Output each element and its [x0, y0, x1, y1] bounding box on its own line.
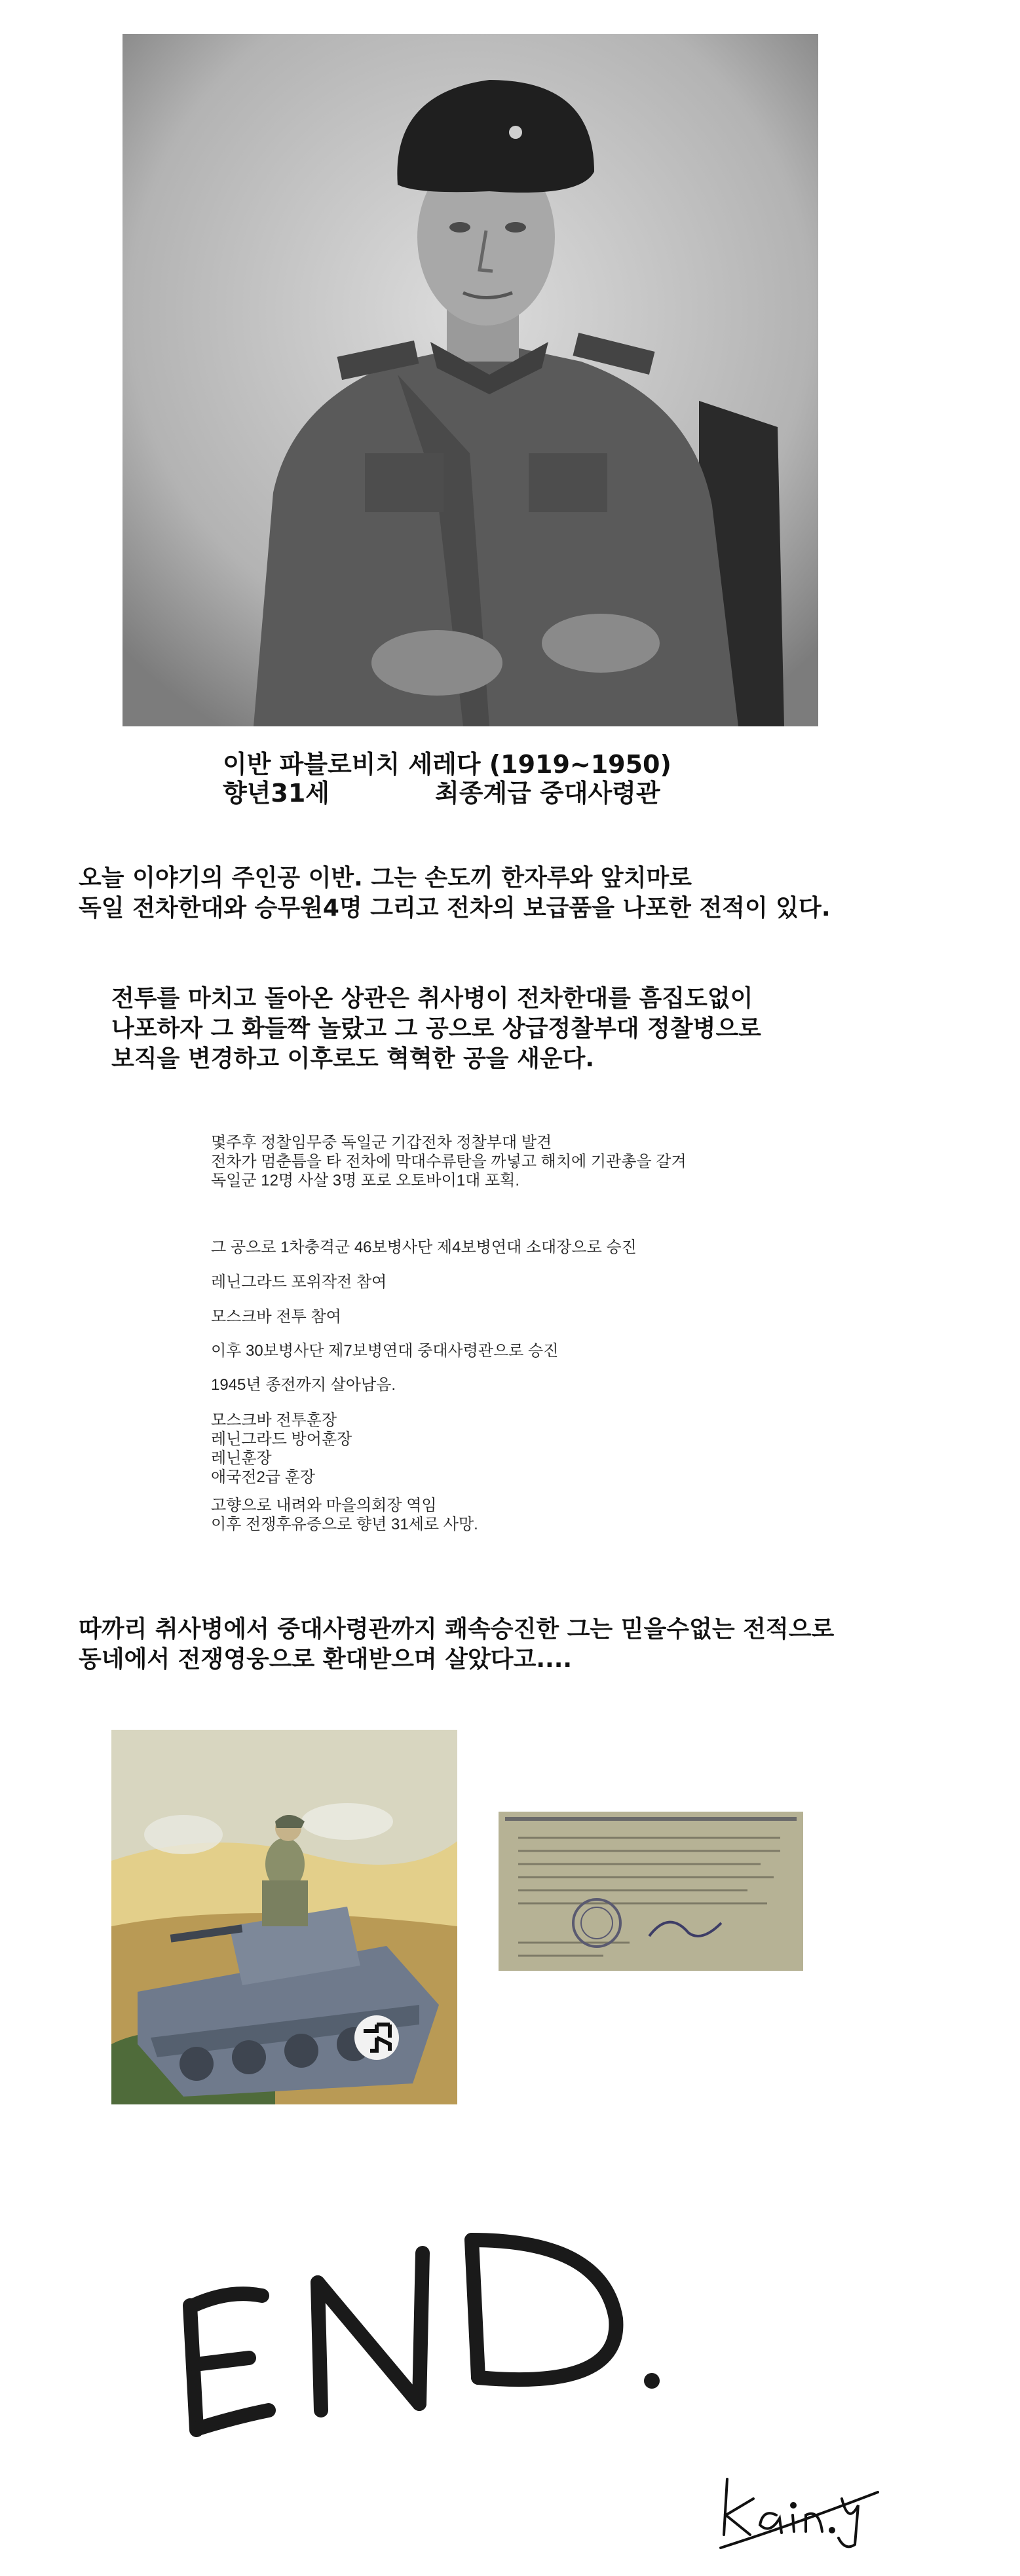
details-moscow: 모스크바 전투 참여 [211, 1308, 341, 1326]
story-line: 나포하자 그 화들짝 놀랐고 그 공으로 상급정찰부대 정찰병으로 [111, 1015, 761, 1042]
details-line: 이후 전쟁후유증으로 향년 31세로 사망. [211, 1516, 478, 1533]
intro-paragraph [79, 863, 831, 924]
conclusion-line: 동네에서 전쟁영웅으로 환대받으며 살았다고.... [79, 1646, 573, 1673]
details-promotion-1: 그 공으로 1차충격군 46보병사단 제4보병연대 소대장으로 승진 [211, 1239, 637, 1256]
details-block-scouting [211, 1133, 687, 1190]
details-survival: 1945년 종전까지 살아남음. [211, 1376, 396, 1394]
intro-line: 독일 전차한대와 승무원4명 그리고 전차의 보급품을 나포한 전적이 있다. [79, 895, 831, 922]
caption-age: 향년31세 [223, 779, 330, 808]
details-promotion-2: 이후 30보병사단 제7보병연대 중대사령관으로 승진 [211, 1342, 559, 1360]
story-paragraph [111, 984, 761, 1074]
details-leningrad: 레닌그라드 포위작전 참여 [211, 1273, 387, 1291]
portrait-photo [123, 34, 818, 726]
award-document-photo [499, 1812, 803, 1971]
tank-illustration [111, 1730, 457, 2104]
medal-item: 애국전2급 훈장 [211, 1468, 316, 1486]
intro-line: 오늘 이야기의 주인공 이반. 그는 손도끼 한자루와 앞치마로 [79, 865, 692, 891]
caption-final-rank: 최종계급 중대사령관 [435, 779, 660, 808]
medal-item: 모스크바 전투훈장 [211, 1411, 337, 1429]
conclusion-line: 따까리 취사병에서 중대사령관까지 쾌속승진한 그는 믿을수없는 전적으로 [79, 1616, 835, 1643]
details-line: 몇주후 정찰임무중 독일군 기갑전차 정찰부대 발견 [211, 1134, 552, 1151]
caption-name-years: 이반 파블로비치 세레다 (1919~1950) [223, 750, 671, 779]
details-ending [211, 1496, 478, 1534]
details-line: 전차가 멈춘틈을 타 전차에 막대수류탄을 까넣고 해치에 기관총을 갈겨 [211, 1153, 687, 1170]
story-line: 전투를 마치고 돌아온 상관은 취사병이 전차한대를 흠집도없이 [111, 985, 753, 1012]
medal-item: 레닌그라드 방어훈장 [211, 1430, 352, 1448]
details-line: 고향으로 내려와 마을의회장 역임 [211, 1497, 437, 1514]
details-line: 독일군 12명 사살 3명 포로 오토바이1대 포획. [211, 1172, 520, 1189]
details-medals [211, 1411, 352, 1487]
conclusion-paragraph [79, 1615, 834, 1675]
story-line: 보직을 변경하고 이후로도 혁혁한 공을 새운다. [111, 1045, 595, 1072]
end-handwritten-text [170, 2214, 668, 2443]
artist-signature [714, 2453, 884, 2551]
medal-item: 레닌훈장 [211, 1449, 272, 1467]
